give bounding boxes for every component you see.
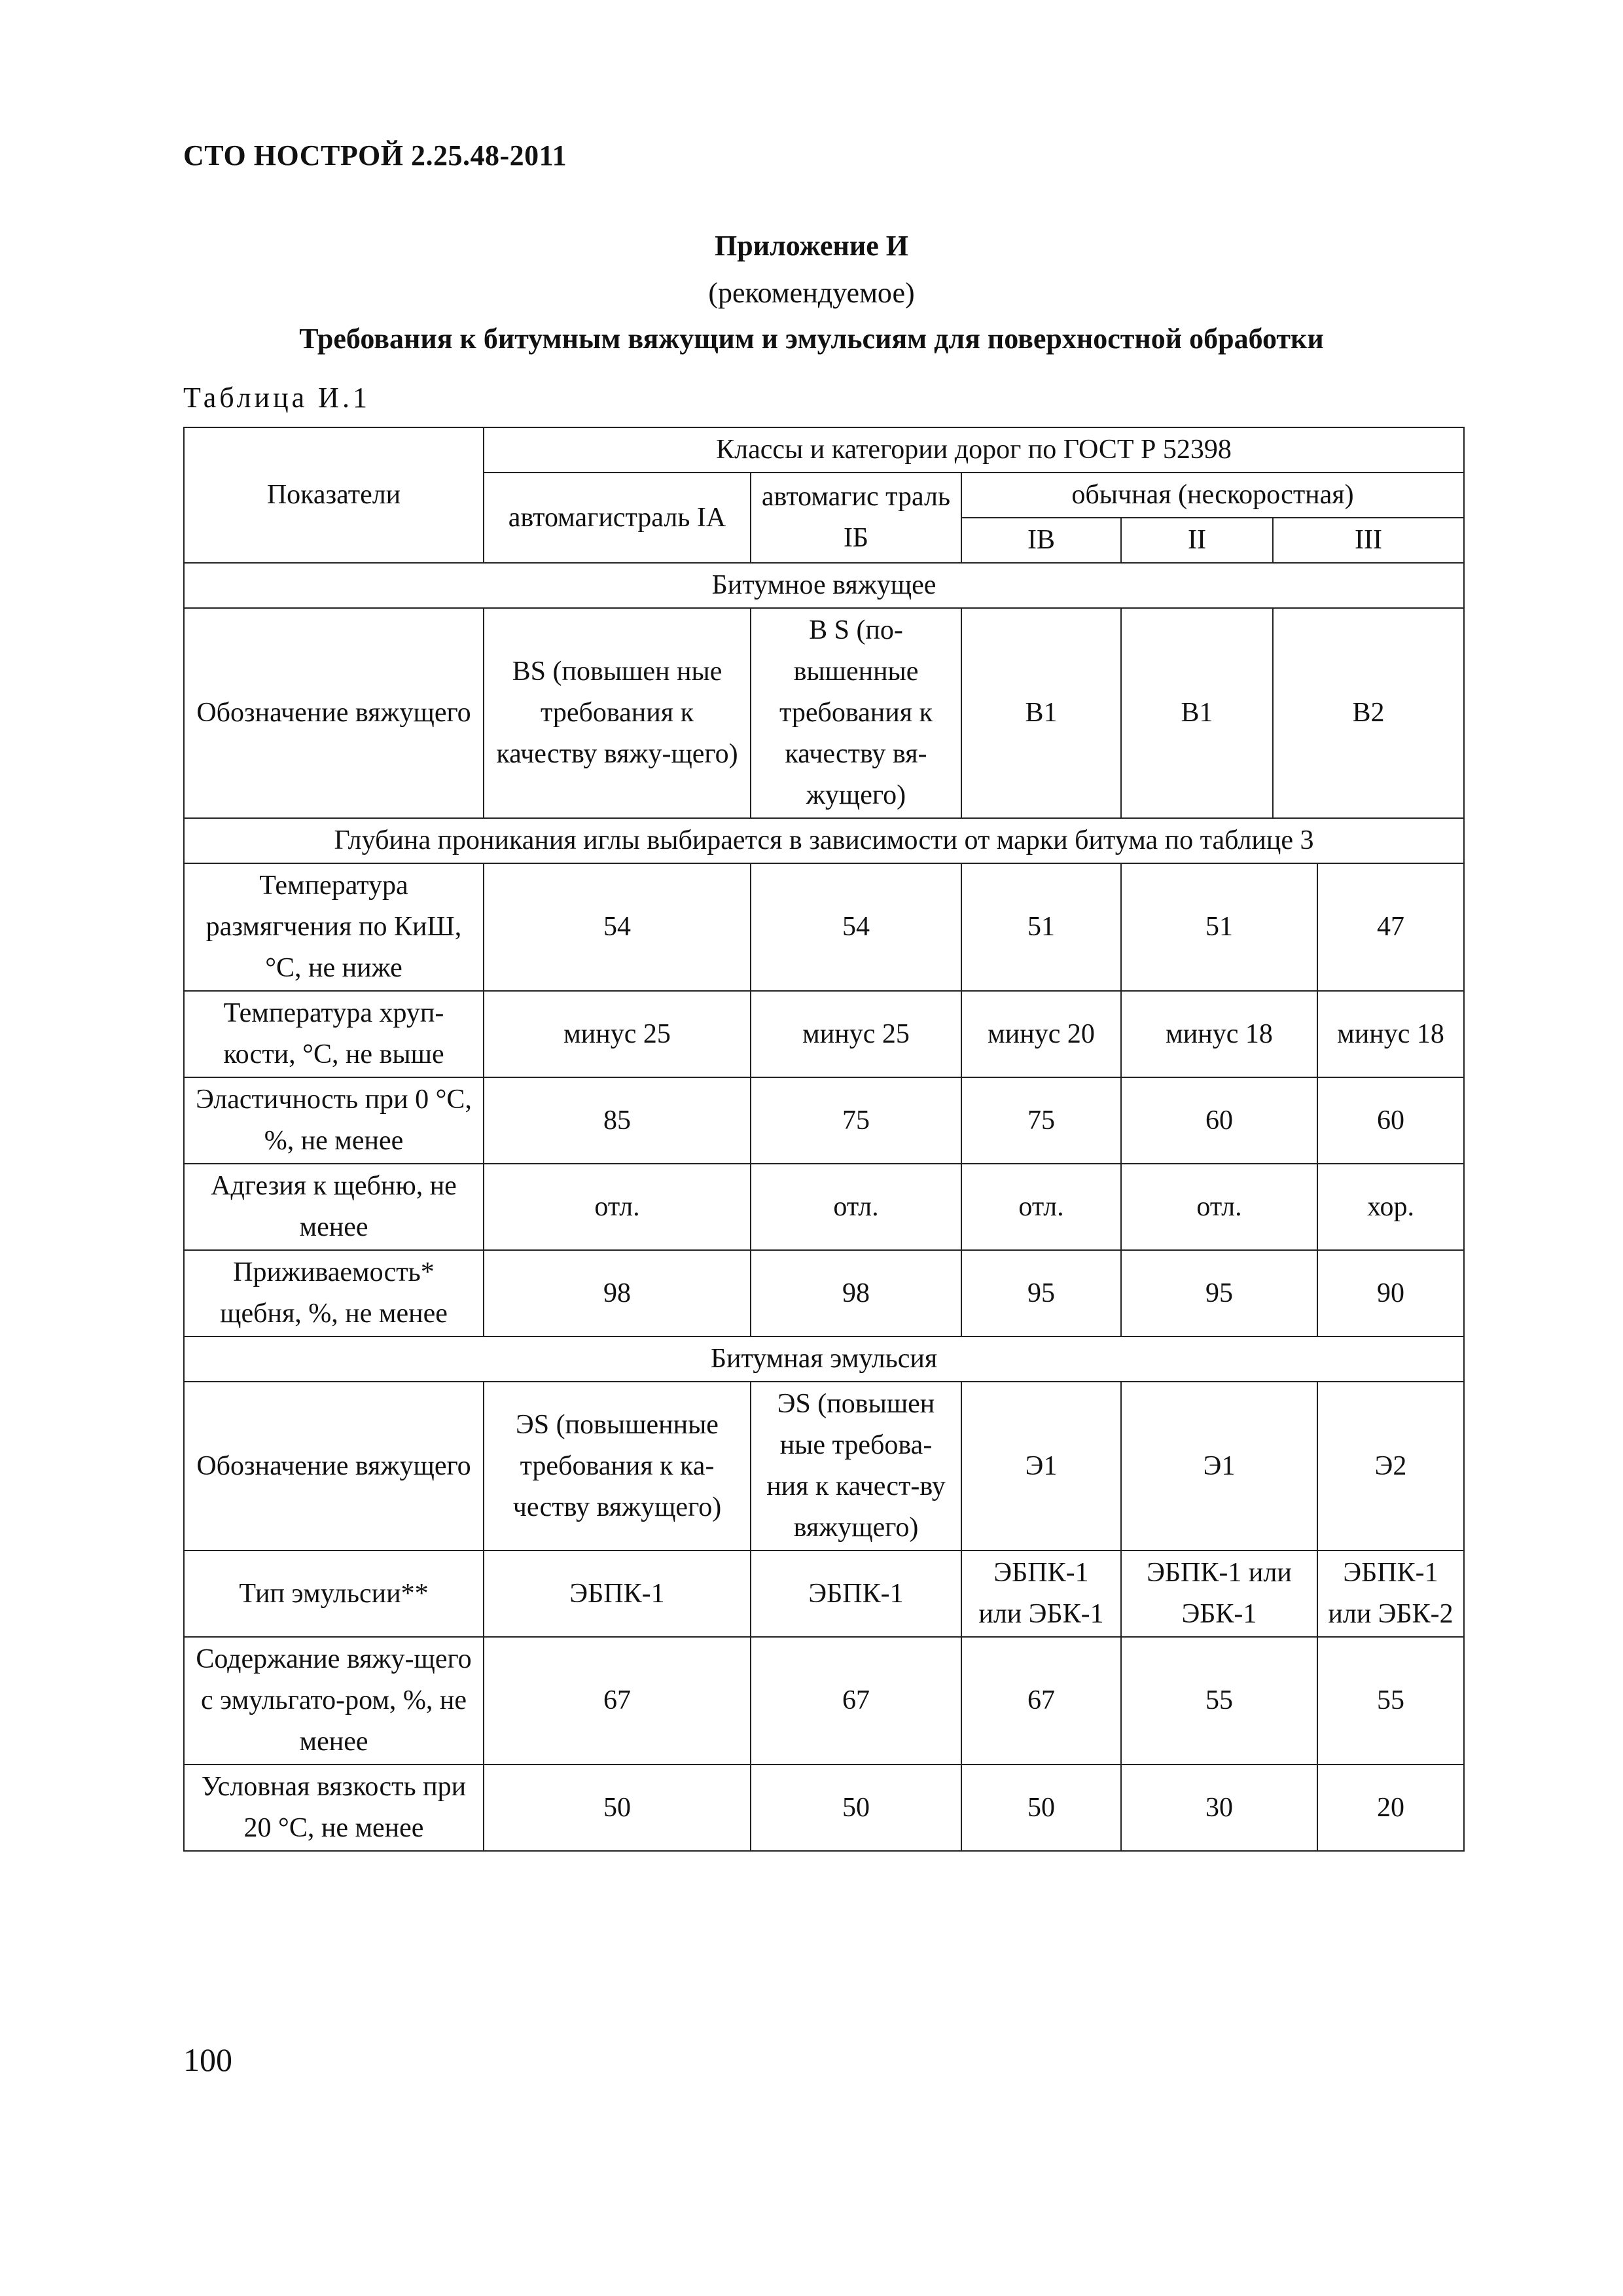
row-label: Температура хруп-кости, °С, не выше [184, 991, 484, 1077]
table-cell: B1 [1121, 608, 1273, 818]
table-cell: ЭS (повышен ные требова-ния к качест-ву вяжущего) [751, 1382, 961, 1551]
table-cell: минус 25 [751, 991, 961, 1077]
table-cell: 50 [961, 1765, 1121, 1851]
table-cell: Э1 [961, 1382, 1121, 1551]
table-cell: 30 [1121, 1765, 1317, 1851]
table-row [184, 1551, 1464, 1637]
appendix-heading: Требования к битумным вяжущим и эмульсиям для поверхностной обработки [299, 323, 1324, 355]
table-cell: 50 [751, 1765, 961, 1851]
table-cell: 75 [751, 1077, 961, 1164]
table-cell: 54 [751, 863, 961, 991]
table-cell: 98 [751, 1250, 961, 1336]
table-cell: B1 [961, 608, 1121, 818]
table-cell: отл. [751, 1164, 961, 1250]
table-cell: ЭБПК-1 [484, 1551, 751, 1637]
table-cell: 47 [1317, 863, 1464, 991]
needle-penetration-note: Глубина проникания иглы выбирается в зависимости от марки битума по таблице 3 [184, 818, 1464, 863]
table-row [184, 1164, 1464, 1250]
table-row [184, 818, 1464, 863]
row-label: Адгезия к щебню, не менее [184, 1164, 484, 1250]
table-row [184, 1382, 1464, 1551]
appendix-subtitle: (рекомендуемое) [708, 277, 915, 309]
table-row [184, 991, 1464, 1077]
row-label: Условная вязкость при 20 °С, не менее [184, 1765, 484, 1851]
table-cell: BS (повышен ные требования к качеству вяжу-щего) [484, 608, 751, 818]
table-cell: минус 25 [484, 991, 751, 1077]
table-cell: ЭБПК-1 или ЭБК-1 [961, 1551, 1121, 1637]
table-row [184, 1637, 1464, 1765]
page-number: 100 [183, 2041, 232, 2078]
section-row [184, 563, 1464, 608]
table-cell: B S (по-вышенные требования к качеству вя-жущего) [751, 608, 961, 818]
table-cell: Э2 [1317, 1382, 1464, 1551]
section-row [184, 1336, 1464, 1382]
table-cell: 55 [1317, 1637, 1464, 1765]
section-binder: Битумное вяжущее [184, 563, 1464, 608]
table-cell: 90 [1317, 1250, 1464, 1336]
table-cell: минус 20 [961, 991, 1121, 1077]
table-row [184, 1250, 1464, 1336]
table-row [184, 863, 1464, 991]
table-cell: минус 18 [1317, 991, 1464, 1077]
row-label: Тип эмульсии** [184, 1551, 484, 1637]
table-cell: отл. [961, 1164, 1121, 1250]
header-row-1 [184, 427, 1464, 473]
table-row [184, 1077, 1464, 1164]
table-cell: ЭБПК-1 [751, 1551, 961, 1637]
table-cell: 67 [484, 1637, 751, 1765]
header-indicators: Показатели [184, 427, 484, 563]
header-motorway-ia: автомагистраль IA [484, 473, 751, 563]
table-cell: 55 [1121, 1637, 1317, 1765]
table-cell: B2 [1273, 608, 1464, 818]
table-cell: 60 [1121, 1077, 1317, 1164]
table-cell: 95 [961, 1250, 1121, 1336]
header-category-iii: III [1273, 518, 1464, 563]
table-cell: ЭБПК-1 или ЭБК-2 [1317, 1551, 1464, 1637]
table-cell: 67 [751, 1637, 961, 1765]
header-motorway-ib: автомагис траль IБ [751, 473, 961, 563]
row-label: Эластичность при 0 °С, %, не менее [184, 1077, 484, 1164]
row-label: Обозначение вяжущего [184, 1382, 484, 1551]
table-cell: 75 [961, 1077, 1121, 1164]
document-code: СТО НОСТРОЙ 2.25.48-2011 [183, 139, 567, 171]
header-road-classes: Классы и категории дорог по ГОСТ Р 52398 [484, 427, 1464, 473]
appendix-title: Приложение И [715, 230, 908, 262]
table-cell: минус 18 [1121, 991, 1317, 1077]
row-label: Приживаемость* щебня, %, не менее [184, 1250, 484, 1336]
table-cell: ЭS (повышенные требования к ка-честву вяжущего) [484, 1382, 751, 1551]
table-cell: 60 [1317, 1077, 1464, 1164]
table-cell: отл. [1121, 1164, 1317, 1250]
header-category-ii: II [1121, 518, 1273, 563]
table-cell: 54 [484, 863, 751, 991]
table-cell: 85 [484, 1077, 751, 1164]
section-emulsion: Битумная эмульсия [184, 1336, 1464, 1382]
table-cell: 67 [961, 1637, 1121, 1765]
requirements-table [183, 427, 1465, 1852]
row-label: Температура размягчения по КиШ, °С, не ниже [184, 863, 484, 991]
table-cell: 20 [1317, 1765, 1464, 1851]
table-cell: ЭБПК-1 или ЭБК-1 [1121, 1551, 1317, 1637]
table-cell: 98 [484, 1250, 751, 1336]
table-cell: 50 [484, 1765, 751, 1851]
row-label: Обозначение вяжущего [184, 608, 484, 818]
table-cell: отл. [484, 1164, 751, 1250]
table-row [184, 1765, 1464, 1851]
table-cell: 51 [1121, 863, 1317, 991]
table-row [184, 608, 1464, 818]
header-category-iv: IB [961, 518, 1121, 563]
table-cell: 51 [961, 863, 1121, 991]
table-cell: хор. [1317, 1164, 1464, 1250]
row-label: Содержание вяжу-щего с эмульгато-ром, %, не менее [184, 1637, 484, 1765]
table-label: Таблица И.1 [183, 382, 370, 414]
table-cell: 95 [1121, 1250, 1317, 1336]
header-ordinary: обычная (нескоростная) [961, 473, 1464, 518]
table-cell: Э1 [1121, 1382, 1317, 1551]
